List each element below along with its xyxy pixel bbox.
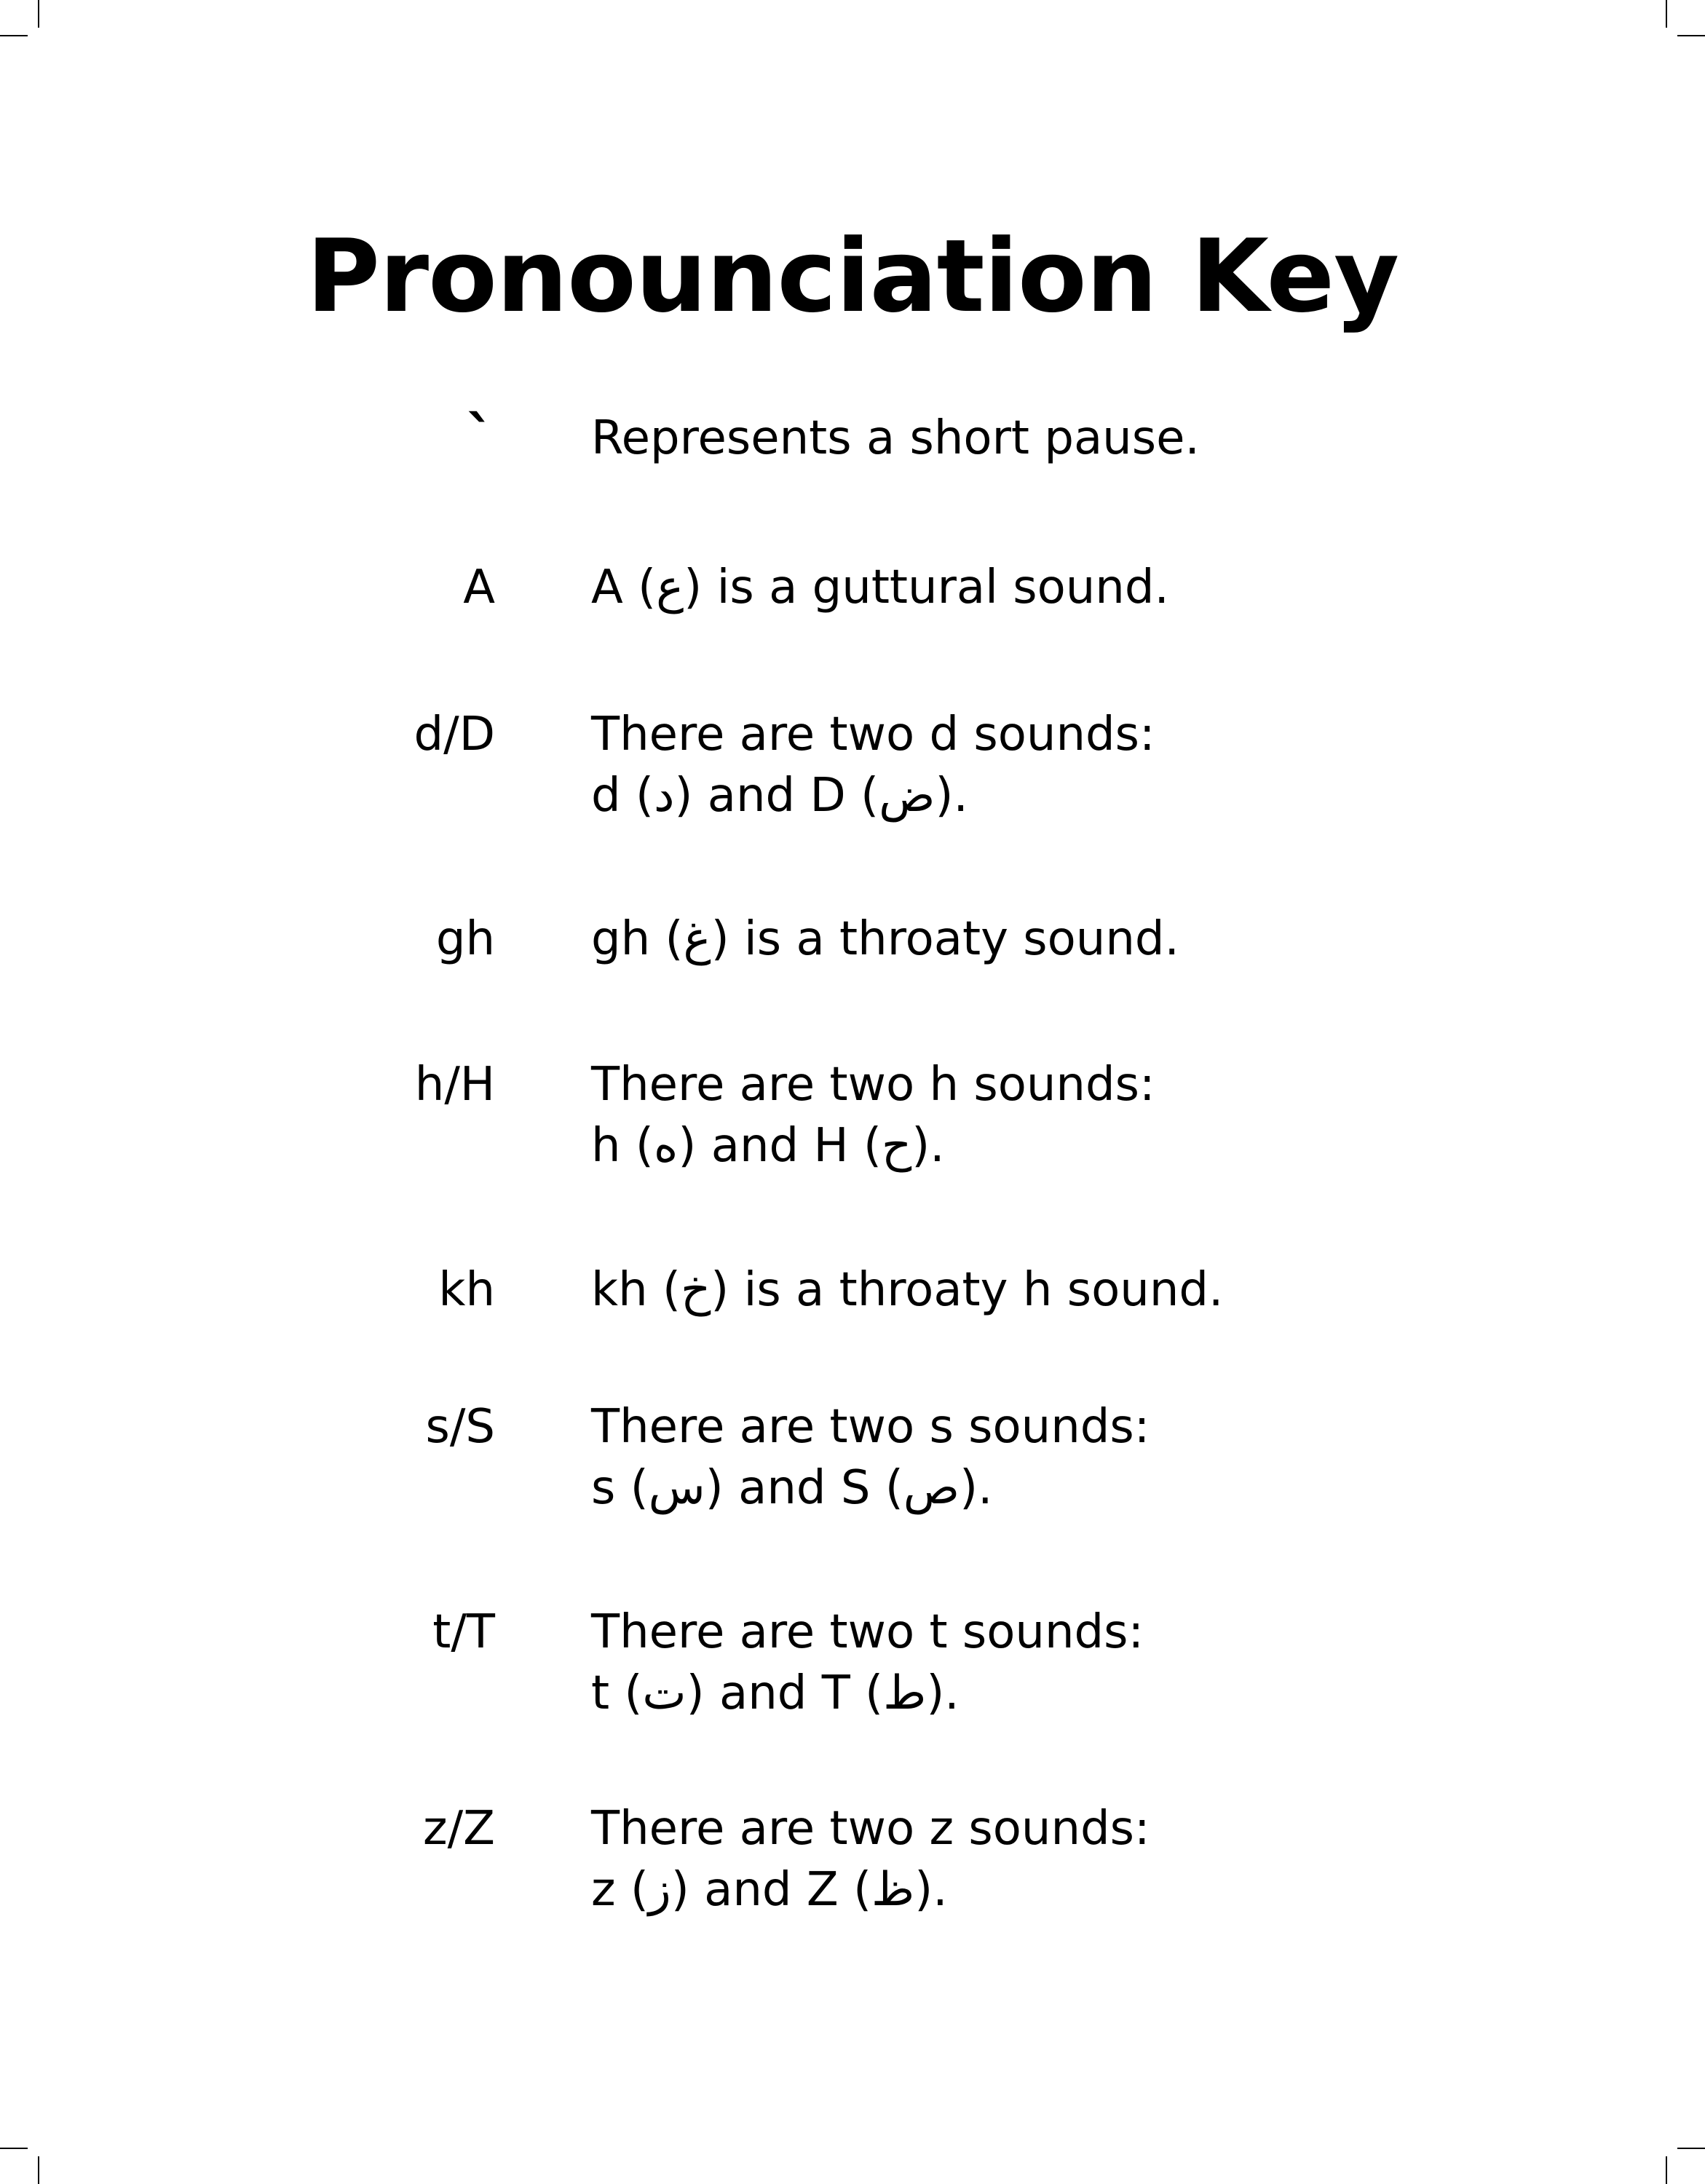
description-line: gh (غ) is a throaty sound. (591, 912, 1179, 966)
key-description (591, 1259, 1538, 1321)
crop-mark-top-left-vertical (38, 0, 39, 28)
description-line: t (ت) and T (ط). (591, 1666, 960, 1720)
key-symbol: ` (466, 404, 495, 472)
key-description (591, 909, 1538, 970)
key-description (591, 1396, 1538, 1519)
crop-mark-top-right-vertical (1666, 0, 1667, 28)
description-line: There are two z sounds: (591, 1802, 1150, 1856)
crop-mark-bottom-left-horizontal (0, 2148, 28, 2149)
crop-mark-bottom-left-vertical (38, 2156, 39, 2184)
crop-mark-top-left-horizontal (0, 35, 28, 36)
key-symbol: t/T (432, 1605, 495, 1659)
description-line: d (د) and D (ض). (591, 769, 968, 823)
description-line: There are two s sounds: (591, 1400, 1150, 1454)
description-line: A (ع) is a guttural sound. (591, 561, 1169, 614)
description-line: s (س) and S (ص). (591, 1461, 993, 1515)
description-line: There are two h sounds: (591, 1058, 1155, 1112)
key-description (591, 1054, 1538, 1176)
description-line: There are two t sounds: (591, 1605, 1144, 1659)
key-description (591, 557, 1538, 618)
key-symbol: z/Z (423, 1802, 495, 1856)
key-symbol: A (463, 561, 495, 614)
key-symbol: kh (438, 1263, 495, 1317)
crop-mark-bottom-right-vertical (1666, 2156, 1667, 2184)
key-description (591, 1602, 1538, 1724)
key-description (591, 408, 1538, 469)
description-line: z (ز) and Z (ظ). (591, 1863, 948, 1917)
key-symbol: s/S (425, 1400, 495, 1454)
description-line: kh (خ) is a throaty h sound. (591, 1263, 1224, 1317)
page-title: Pronounciation Key (306, 218, 1399, 335)
key-symbol: d/D (414, 708, 495, 761)
key-description (591, 1798, 1538, 1920)
description-line: There are two d sounds: (591, 708, 1155, 761)
key-symbol: h/H (414, 1058, 495, 1112)
crop-mark-top-right-horizontal (1677, 35, 1705, 36)
description-line: Represents a short pause. (591, 411, 1200, 465)
description-line: h (ه) and H (ح). (591, 1119, 945, 1173)
crop-mark-bottom-right-horizontal (1677, 2148, 1705, 2149)
key-symbol: gh (435, 912, 495, 966)
key-description (591, 704, 1538, 826)
